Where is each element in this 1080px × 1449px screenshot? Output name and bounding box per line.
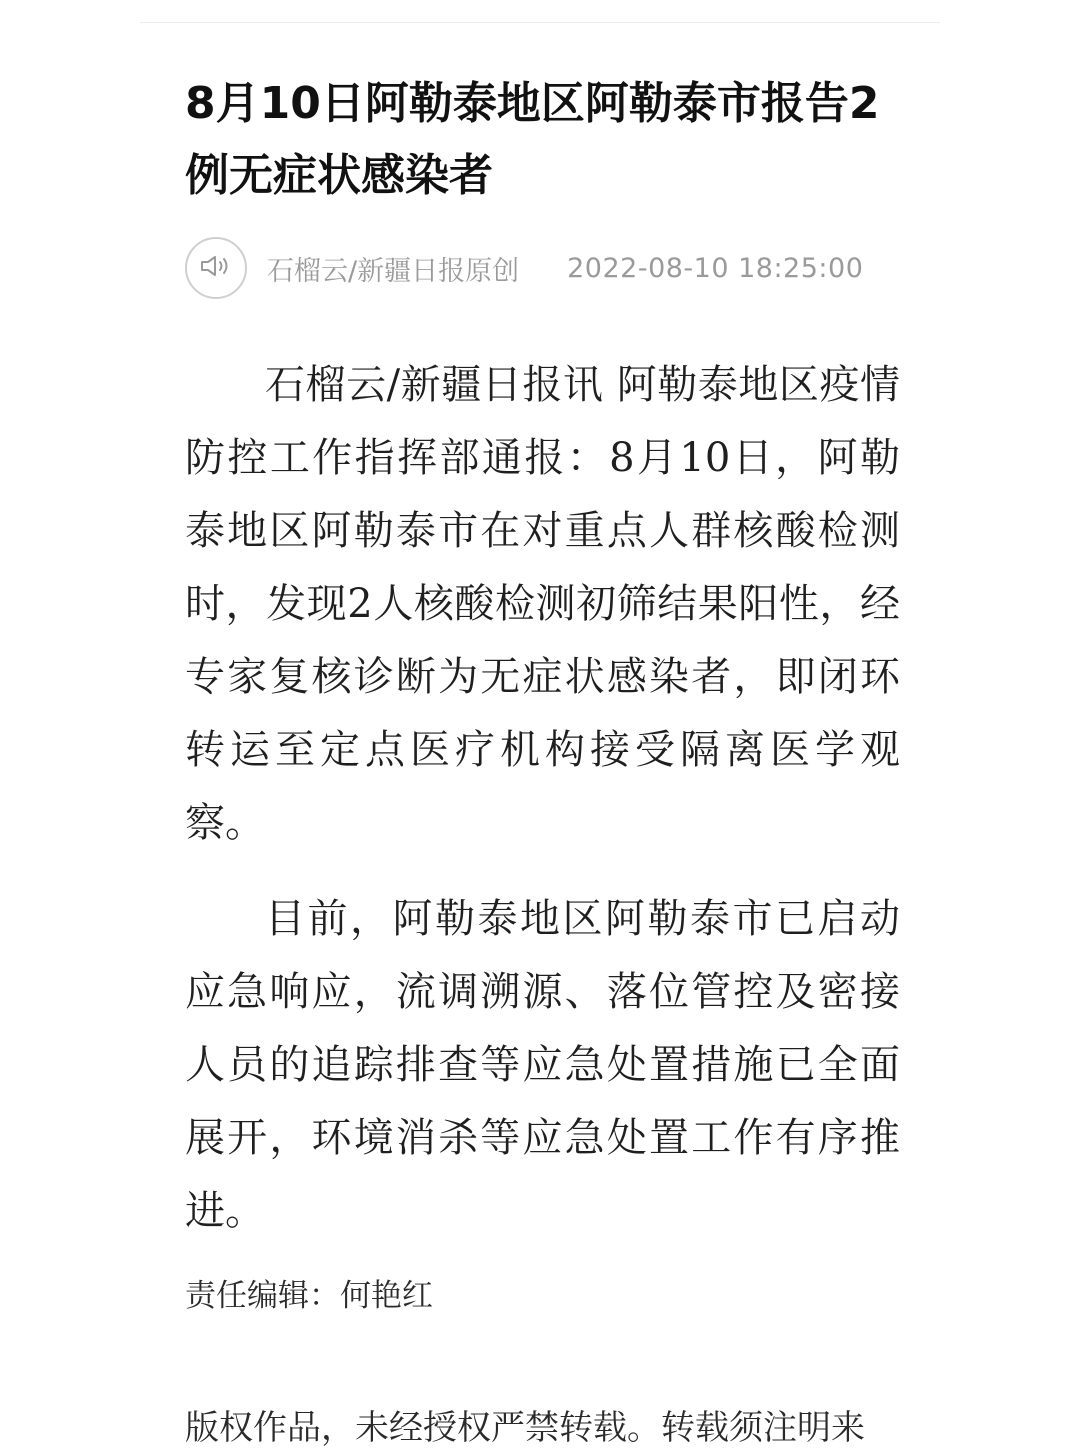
top-divider [140, 22, 940, 23]
responsible-editor: 责任编辑：何艳红 [185, 1278, 433, 1314]
article-meta [185, 235, 863, 301]
article-paragraph-2: 目前，阿勒泰地区阿勒泰市已启动应急响应，流调溯源、落位管控及密接人员的追踪排查等应急处置措施已全面展开，环境消杀等应急处置工作有序推进。 [185, 896, 900, 1234]
audio-play-button[interactable] [185, 237, 247, 299]
article-source: 石榴云/新疆日报原创 [267, 255, 520, 287]
article-timestamp: 2022-08-10 18:25:00 [567, 252, 864, 284]
article-title: 8月10日阿勒泰地区阿勒泰市报告2例无症状感染者 [185, 78, 880, 201]
article-paragraph-1: 石榴云/新疆日报讯 阿勒泰地区疫情防控工作指挥部通报：8月10日，阿勒泰地区阿勒泰市在对重点人群核酸检测时，发现2人核酸检测初筛结果阳性，经专家复核诊断为无症状感染者，即闭环转运至定点医疗机构接受隔离医学观察。 [185, 362, 900, 846]
copyright-notice: 版权作品，未经授权严禁转载。转载须注明来 [185, 1408, 865, 1448]
speaker-icon [199, 254, 233, 282]
